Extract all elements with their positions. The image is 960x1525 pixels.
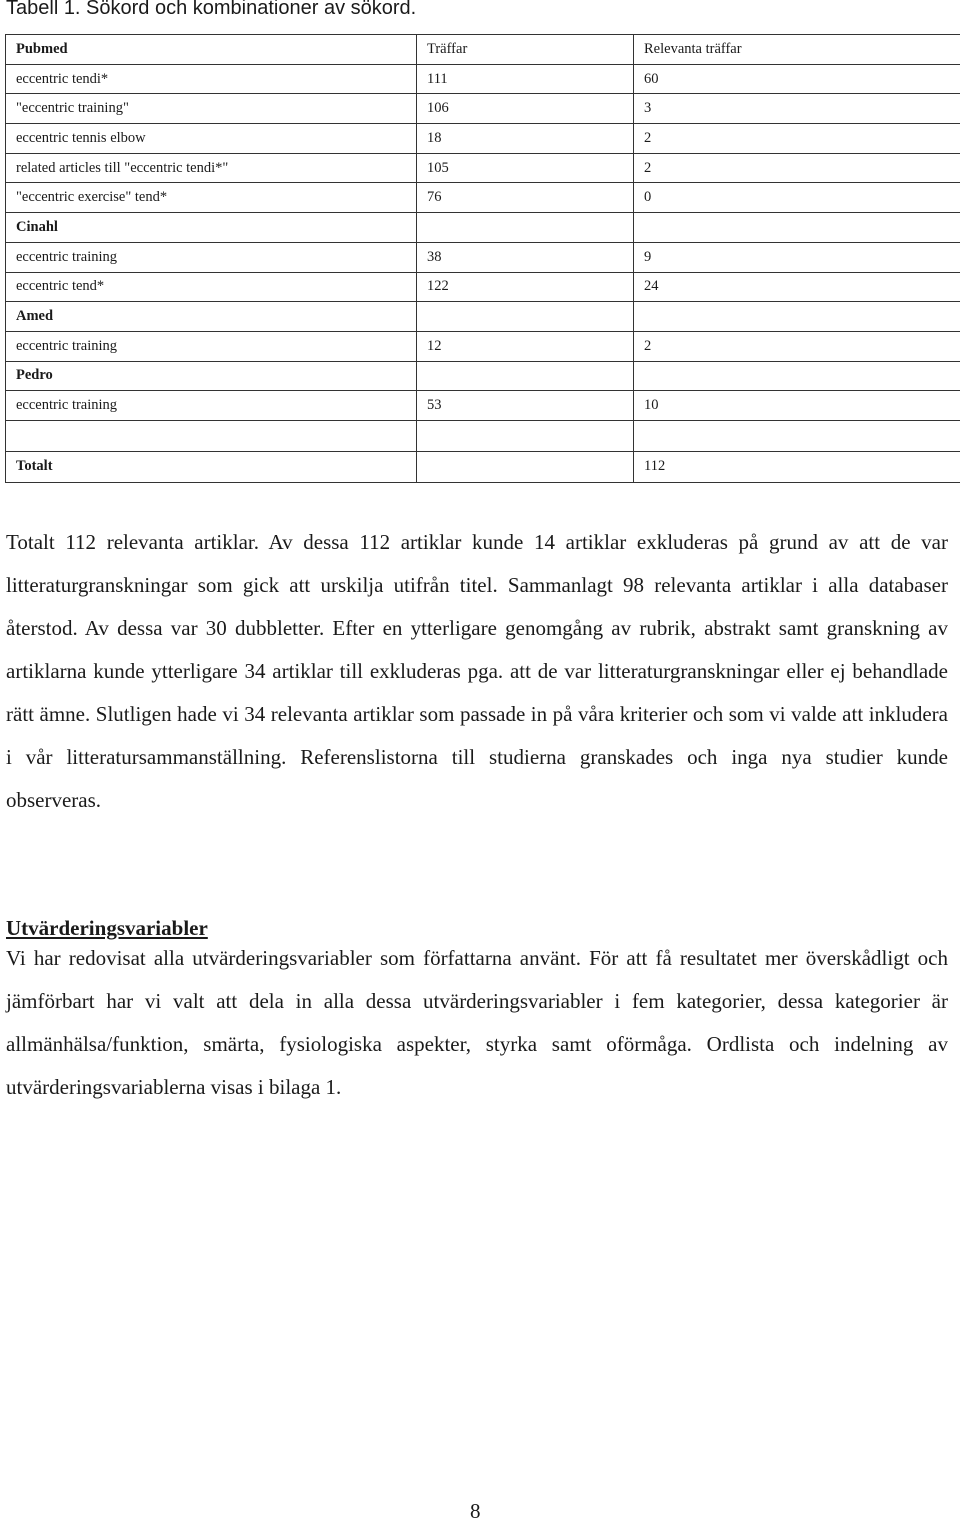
search-term: "eccentric training" bbox=[6, 94, 417, 124]
empty-cell bbox=[417, 361, 634, 391]
header-database: Pubmed bbox=[6, 35, 417, 65]
total-label: Totalt bbox=[6, 451, 417, 482]
table-body bbox=[6, 35, 960, 483]
table-row bbox=[6, 124, 960, 154]
relevant-count: 2 bbox=[634, 153, 960, 183]
section-database-name: Cinahl bbox=[6, 213, 417, 243]
table-row bbox=[6, 183, 960, 213]
table-section-row bbox=[6, 302, 960, 332]
table-row bbox=[6, 153, 960, 183]
search-term: eccentric tennis elbow bbox=[6, 124, 417, 154]
search-term: eccentric tendi* bbox=[6, 64, 417, 94]
table-row bbox=[6, 391, 960, 421]
hits-count: 53 bbox=[417, 391, 634, 421]
evaluation-paragraph: Vi har redovisat alla utvärderingsvariabler som författarna använt. För att få resultatet mer överskådligt och jämförbart har vi valt att dela in alla dessa utvärderingsvariabler i fem kategorier, dessa kategorier är allmänhälsa/funktion, smärta, fysiologiska aspekter, styrka samt oförmåga. Ordlista och indelning av utvärderingsvariablerna visas i bilaga 1. bbox=[6, 937, 948, 1109]
hits-count: 18 bbox=[417, 124, 634, 154]
search-term: eccentric tend* bbox=[6, 272, 417, 302]
header-hits: Träffar bbox=[417, 35, 634, 65]
hits-count: 122 bbox=[417, 272, 634, 302]
hits-count: 76 bbox=[417, 183, 634, 213]
search-term: eccentric training bbox=[6, 331, 417, 361]
empty-cell bbox=[634, 361, 960, 391]
table-row bbox=[6, 242, 960, 272]
search-term: eccentric training bbox=[6, 242, 417, 272]
header-relevant: Relevanta träffar bbox=[634, 35, 960, 65]
table-section-row bbox=[6, 213, 960, 243]
relevant-count: 2 bbox=[634, 331, 960, 361]
section-heading: Utvärderingsvariabler bbox=[6, 913, 208, 943]
hits-count: 12 bbox=[417, 331, 634, 361]
search-term: related articles till "eccentric tendi*" bbox=[6, 153, 417, 183]
empty-cell bbox=[634, 420, 960, 451]
relevant-count: 2 bbox=[634, 124, 960, 154]
search-results-table bbox=[5, 34, 960, 483]
table-header-row bbox=[6, 35, 960, 65]
table-total-row bbox=[6, 451, 960, 482]
table-spacer-row bbox=[6, 420, 960, 451]
page-number: 8 bbox=[470, 1497, 481, 1525]
relevant-count: 10 bbox=[634, 391, 960, 421]
table-row bbox=[6, 94, 960, 124]
empty-cell bbox=[417, 451, 634, 482]
empty-cell bbox=[6, 420, 417, 451]
relevant-count: 60 bbox=[634, 64, 960, 94]
hits-count: 106 bbox=[417, 94, 634, 124]
section-database-name: Pedro bbox=[6, 361, 417, 391]
relevant-count: 9 bbox=[634, 242, 960, 272]
relevant-count: 3 bbox=[634, 94, 960, 124]
search-term: eccentric training bbox=[6, 391, 417, 421]
relevant-count: 0 bbox=[634, 183, 960, 213]
hits-count: 111 bbox=[417, 64, 634, 94]
table-section-row bbox=[6, 361, 960, 391]
empty-cell bbox=[417, 420, 634, 451]
table-caption: Tabell 1. Sökord och kombinationer av sökord. bbox=[6, 0, 416, 20]
hits-count: 38 bbox=[417, 242, 634, 272]
search-term: "eccentric exercise" tend* bbox=[6, 183, 417, 213]
empty-cell bbox=[634, 302, 960, 332]
table-row bbox=[6, 64, 960, 94]
relevant-count: 24 bbox=[634, 272, 960, 302]
results-paragraph: Totalt 112 relevanta artiklar. Av dessa 112 artiklar kunde 14 artiklar exkluderas på grund av att de var litteraturgranskningar som gick att urskilja utifrån titel. Sammanlagt 98 relevanta artiklar i alla databaser återstod. Av dessa var 30 dubbletter. Efter en ytterligare genomgång av rubrik, abstrakt samt granskning av artiklarna kunde ytterligare 34 artiklar till exkluderas pga. att de var litteraturgranskningar eller ej behandlade rätt ämne. Slutligen hade vi 34 relevanta artiklar som passade in på våra kriterier och som vi valde att inkludera i vår litteratursammanställning. Referenslistorna till studierna granskades och inga nya studier kunde observeras. bbox=[6, 521, 948, 822]
total-relevant: 112 bbox=[634, 451, 960, 482]
empty-cell bbox=[634, 213, 960, 243]
section-database-name: Amed bbox=[6, 302, 417, 332]
hits-count: 105 bbox=[417, 153, 634, 183]
table-row bbox=[6, 331, 960, 361]
empty-cell bbox=[417, 213, 634, 243]
table-row bbox=[6, 272, 960, 302]
empty-cell bbox=[417, 302, 634, 332]
